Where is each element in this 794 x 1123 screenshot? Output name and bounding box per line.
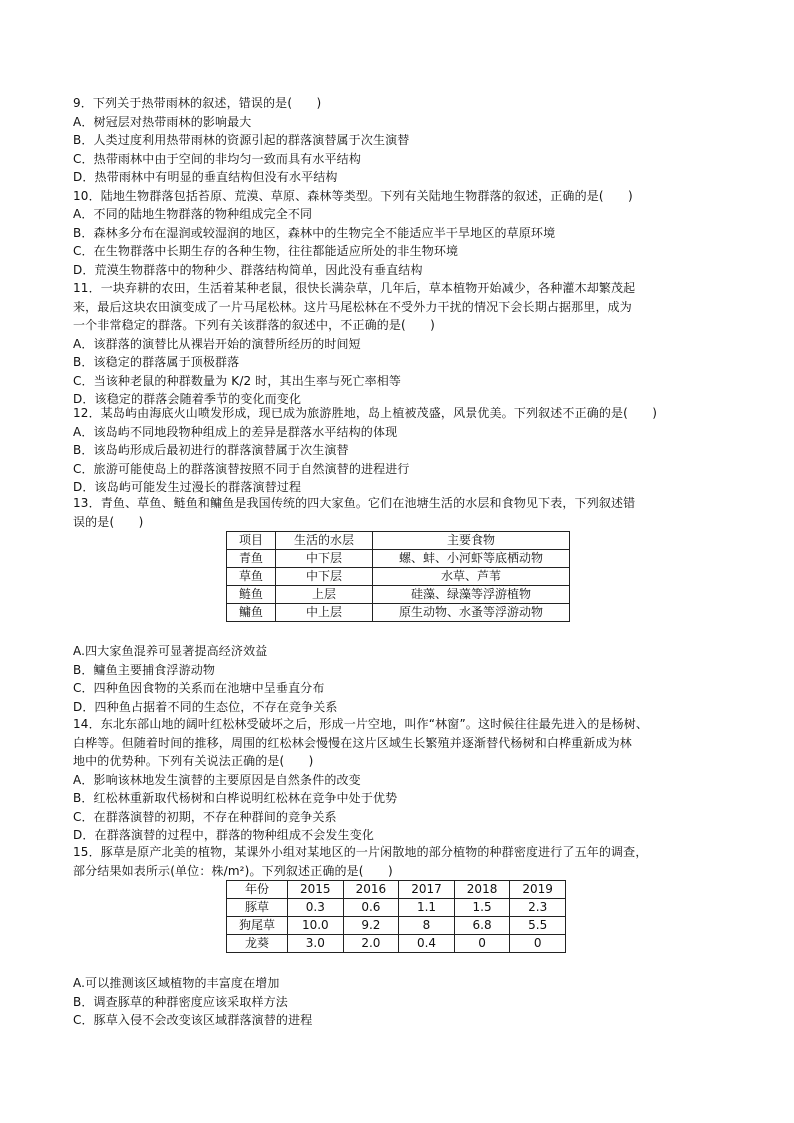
- question-stem: 12．某岛屿由海底火山喷发形成，现已成为旅游胜地，岛上植被茂盛，风景优美。下列叙述不正确的是( ): [73, 406, 658, 420]
- table-header: 项目: [227, 532, 276, 550]
- option-a: A.四大家鱼混养可显著提高经济效益: [73, 644, 268, 658]
- table-cell: 10.0: [288, 917, 344, 935]
- option-b: B．调查豚草的种群密度应该采取样方法: [73, 994, 288, 1009]
- question-stem-line: 误的是( ): [73, 514, 144, 529]
- question-stem-line: 来，最后这块农田演变成了一片马尾松林。这片马尾松林在不受外力干扰的情况下会长期占据那里，成为: [73, 299, 632, 314]
- option-a: A．影响该林地发生演替的主要原因是自然条件的改变: [73, 772, 361, 787]
- table-header: 生活的水层: [276, 532, 373, 550]
- option-a: A．不同的陆地生物群落的物种组成完全不同: [73, 207, 313, 221]
- table-cell: 上层: [276, 586, 373, 604]
- table-cell: 豚草: [227, 899, 288, 917]
- table-cell: 狗尾草: [227, 917, 288, 935]
- table-row: [227, 586, 570, 604]
- option-c: C．豚草入侵不会改变该区域群落演替的进程: [73, 1013, 313, 1027]
- question-stem-line: 11．一块弃耕的农田，生活着某种老鼠，很快长满杂草，几年后，草本植物开始减少，各种灌木却繁茂起: [73, 281, 636, 295]
- question-15-options: [73, 974, 733, 1030]
- table-row: [227, 935, 566, 953]
- table-cell: 中下层: [276, 568, 373, 586]
- table-row: [227, 604, 570, 622]
- table-cell: 1.1: [399, 899, 455, 917]
- table-cell: 6.8: [454, 917, 510, 935]
- option-a: A．该岛屿不同地段物种组成上的差异是群落水平结构的体现: [73, 424, 398, 439]
- table-cell: 0.6: [343, 899, 399, 917]
- table-cell: 草鱼: [227, 568, 276, 586]
- question-11: [73, 279, 733, 409]
- table-header: 2016: [343, 881, 399, 899]
- table-row: [227, 917, 566, 935]
- table-cell: 螺、蚌、小河虾等底栖动物: [373, 550, 570, 568]
- table-cell: 青鱼: [227, 550, 276, 568]
- question-stem-line: 15．豚草是原产北美的植物，某课外小组对某地区的一片闲散地的部分植物的种群密度进行了五年的调查，: [73, 845, 648, 859]
- option-b: B．鳙鱼主要捕食浮游动物: [73, 662, 216, 677]
- table-cell: 水草、芦苇: [373, 568, 570, 586]
- table-cell: 9.2: [343, 917, 399, 935]
- table-header: 主要食物: [373, 532, 570, 550]
- question-12: [73, 404, 733, 497]
- table-cell: 0.4: [399, 935, 455, 953]
- table-cell: 0: [454, 935, 510, 953]
- option-a: A.可以推测该区域植物的丰富度在增加: [73, 976, 280, 990]
- option-a: A．该群落的演替比从裸岩开始的演替所经历的时间短: [73, 336, 361, 351]
- table-cell: 8: [399, 917, 455, 935]
- table-cell: 1.5: [454, 899, 510, 917]
- option-d: D．该岛屿可能发生过漫长的群落演替过程: [73, 480, 302, 494]
- question-stem-line: 地中的优势种。下列有关说法正确的是( ): [73, 754, 314, 768]
- option-d: D．荒漠生物群落中的物种少、群落结构简单，因此没有垂直结构: [73, 262, 423, 277]
- table-cell: 0.3: [288, 899, 344, 917]
- question-13: [73, 494, 733, 531]
- table-row: [227, 568, 570, 586]
- table-header: 年份: [227, 881, 288, 899]
- option-c: C．在群落演替的初期，不存在种群间的竞争关系: [73, 809, 337, 824]
- table-row: [227, 899, 566, 917]
- question-stem-line: 13．青鱼、草鱼、鲢鱼和鳙鱼是我国传统的四大家鱼。它们在池塘生活的水层和食物见下表，下列叙述错: [73, 496, 636, 510]
- question-10: [73, 187, 733, 280]
- option-d: D．热带雨林中有明显的垂直结构但没有水平结构: [73, 170, 338, 184]
- option-b: B．红松林重新取代杨树和白桦说明红松林在竞争中处于优势: [73, 791, 398, 805]
- table-header: 2019: [510, 881, 566, 899]
- table-header: 2018: [454, 881, 510, 899]
- option-b: B．人类过度利用热带雨林的资源引起的群落演替属于次生演替: [73, 133, 410, 147]
- option-d: D．在群落演替的过程中，群落的物种组成不会发生变化: [73, 828, 374, 842]
- table-cell: 原生动物、水蚤等浮游动物: [373, 604, 570, 622]
- question-stem: 10．陆地生物群落包括苔原、荒漠、草原、森林等类型。下列有关陆地生物群落的叙述，正确的是( ): [73, 188, 633, 203]
- option-d: D．四种鱼占据着不同的生态位，不存在竞争关系: [73, 699, 338, 714]
- option-c: C．当该种老鼠的种群数量为 K/2 时，其出生率与死亡率相等: [73, 373, 402, 388]
- option-a: A．树冠层对热带雨林的影响最大: [73, 114, 252, 129]
- option-c: C．热带雨林中由于空间的非均匀一致而具有水平结构: [73, 151, 361, 166]
- table-cell: 5.5: [510, 917, 566, 935]
- table-cell: 2.0: [343, 935, 399, 953]
- table-header-row: [227, 532, 570, 550]
- table-cell: 硅藻、绿藻等浮游植物: [373, 586, 570, 604]
- question-15: [73, 843, 733, 880]
- table-cell: 3.0: [288, 935, 344, 953]
- table-header: 2017: [399, 881, 455, 899]
- table-cell: 龙葵: [227, 935, 288, 953]
- fish-table: [226, 531, 570, 622]
- question-stem-line: 14．东北东部山地的阔叶红松林受破坏之后，形成一片空地，叫作“林窗”。这时候往往最先进入的是杨树、: [73, 717, 649, 731]
- question-13-options: [73, 642, 733, 716]
- option-c: C．在生物群落中长期生存的各种生物，往往都能适应所处的非生物环境: [73, 244, 459, 258]
- table-cell: 2.3: [510, 899, 566, 917]
- question-stem-line: 部分结果如表所示(单位：株/m²)。下列叙述正确的是( ): [73, 863, 393, 878]
- question-stem-line: 白桦等。但随着时间的推移，周围的红松林会慢慢在这片区域生长繁殖并逐渐替代杨树和白桦重新成为林: [73, 735, 632, 750]
- density-table: [226, 880, 566, 953]
- table-cell: 鲢鱼: [227, 586, 276, 604]
- table-cell: 中下层: [276, 550, 373, 568]
- question-stem: 9．下列关于热带雨林的叙述，错误的是( ): [73, 96, 322, 110]
- option-b: B．该稳定的群落属于顶极群落: [73, 355, 240, 369]
- table-cell: 中上层: [276, 604, 373, 622]
- table-cell: 鳙鱼: [227, 604, 276, 622]
- table-cell: 0: [510, 935, 566, 953]
- table-row: [227, 550, 570, 568]
- question-14: [73, 715, 733, 845]
- option-c: C．旅游可能使岛上的群落演替按照不同于自然演替的进程进行: [73, 461, 410, 476]
- table-header-row: [227, 881, 566, 899]
- option-b: B．该岛屿形成后最初进行的群落演替属于次生演替: [73, 443, 349, 457]
- option-c: C．四种鱼因食物的关系而在池塘中呈垂直分布: [73, 681, 325, 695]
- table-header: 2015: [288, 881, 344, 899]
- question-stem-line: 一个非常稳定的群落。下列有关该群落的叙述中，不正确的是( ): [73, 318, 436, 332]
- question-9: [73, 94, 733, 187]
- option-d: D．该稳定的群落会随着季节的变化而变化: [73, 392, 302, 406]
- option-b: B．森林多分布在湿润或较湿润的地区，森林中的生物完全不能适应半干旱地区的草原环境: [73, 225, 556, 240]
